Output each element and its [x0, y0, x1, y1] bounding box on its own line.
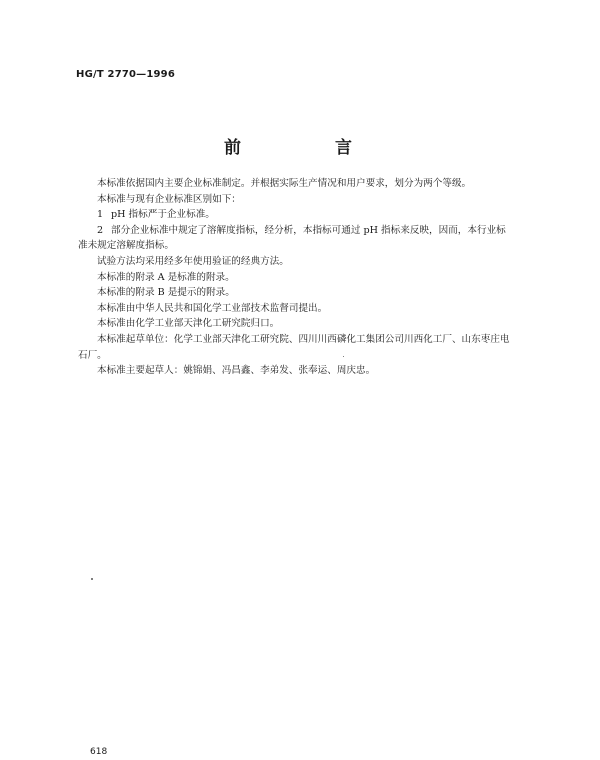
list-number: 1 — [97, 209, 104, 221]
standard-code: HG/T 2770—1996 — [76, 69, 175, 80]
list-number: 2 — [97, 224, 104, 236]
paragraph-appendix-a: 本标准的附录 A 是标准的附录。 — [97, 271, 235, 283]
paragraph-appendix-b: 本标准的附录 B 是提示的附录。 — [97, 287, 235, 299]
list-item-1 — [78, 207, 512, 223]
paragraph-administrator: 本标准由化学工业部天津化工研究院归口。 — [97, 318, 280, 330]
paragraph-test-methods: 试验方法均采用经多年使用验证的经典方法。 — [97, 255, 289, 267]
scan-speck — [91, 578, 93, 580]
scan-speck — [343, 356, 344, 357]
paragraph-differences-intro: 本标准与现有企业标准区别如下： — [97, 193, 241, 205]
page-title: 前 言 — [224, 138, 396, 158]
list-item-2 — [78, 223, 512, 254]
list-item-text: 部分企业标准中规定了溶解度指标，经分析，本指标可通过 pH 指标来反映，因而，本行业标准未规定溶解度指标。 — [78, 224, 506, 252]
paragraph-proposer: 本标准由中华人民共和国化学工业部技术监督司提出。 — [97, 302, 328, 314]
page-number: 618 — [90, 747, 108, 757]
paragraph-drafting-units: 本标准起草单位：化学工业部天津化工研究院、四川川西磷化工集团公司川西化工厂、山东枣庄电石厂。 — [78, 333, 510, 361]
paragraph-drafters: 本标准主要起草人：姚锦娟、冯昌鑫、李弟发、张奉运、周庆忠。 — [97, 365, 376, 377]
list-item-text: pH 指标严于企业标准。 — [111, 209, 215, 221]
foreword-body — [78, 176, 512, 379]
paragraph-basis: 本标准依据国内主要企业标准制定。并根据实际生产情况和用户要求，划分为两个等级。 — [97, 178, 472, 189]
